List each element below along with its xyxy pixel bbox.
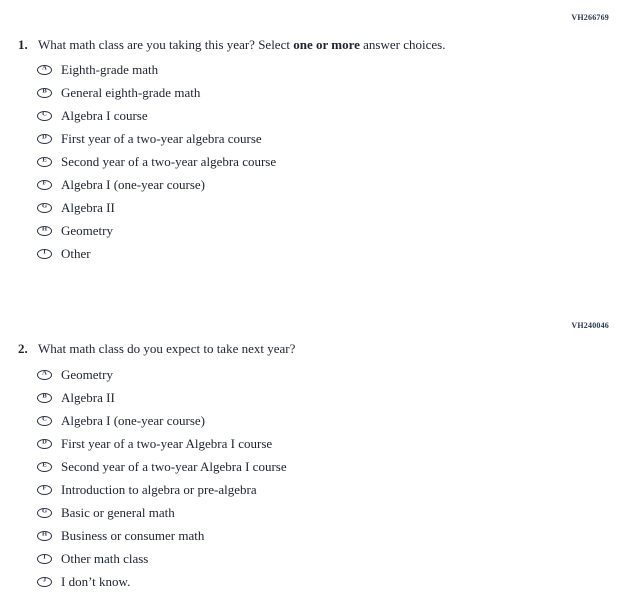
answer-option-label: Basic or general math xyxy=(61,505,175,520)
answer-bubble-icon[interactable] xyxy=(37,416,52,426)
answer-option[interactable] xyxy=(37,219,608,242)
bubble-letter: H xyxy=(41,530,48,538)
answer-option-label: Geometry xyxy=(61,367,113,382)
answer-option-label: Other math class xyxy=(61,551,149,566)
bubble-letter: G xyxy=(41,202,48,210)
answer-bubble-icon[interactable] xyxy=(37,439,52,449)
answer-option[interactable] xyxy=(37,409,608,432)
answer-option-label: Second year of a two-year Algebra I course xyxy=(61,459,287,474)
answer-option-label: First year of a two-year algebra course xyxy=(61,131,262,146)
answer-option[interactable] xyxy=(37,196,608,219)
answer-bubble-icon[interactable] xyxy=(37,370,52,380)
question-text-bold: one or more xyxy=(293,37,360,52)
bubble-letter: D xyxy=(42,133,47,141)
question-prompt xyxy=(18,341,608,357)
answer-option-label: Introduction to algebra or pre-algebra xyxy=(61,482,257,497)
bubble-letter: C xyxy=(42,110,47,118)
answer-option[interactable] xyxy=(37,432,608,455)
bubble-letter: C xyxy=(42,415,47,423)
answer-option-label: First year of a two-year Algebra I course xyxy=(61,436,273,451)
answer-option-label: Other xyxy=(61,246,91,261)
answer-bubble-icon[interactable] xyxy=(37,462,52,472)
answer-option-label: Algebra I (one-year course) xyxy=(61,177,206,192)
bubble-letter: J xyxy=(42,576,47,584)
question-text-post: answer choices. xyxy=(359,37,446,52)
answer-bubble-icon[interactable] xyxy=(37,577,52,587)
answer-bubble-icon[interactable] xyxy=(37,508,52,518)
answer-option[interactable] xyxy=(37,455,608,478)
answer-bubble-icon[interactable] xyxy=(37,203,52,213)
answer-bubble-icon[interactable] xyxy=(37,531,52,541)
answer-option[interactable] xyxy=(37,386,608,409)
answer-option[interactable] xyxy=(37,104,608,127)
answer-option[interactable] xyxy=(37,173,608,196)
bubble-letter: F xyxy=(42,484,47,492)
answer-option[interactable] xyxy=(37,363,608,386)
answer-bubble-icon[interactable] xyxy=(37,226,52,236)
question-text-pre: What math class do you expect to take next year? xyxy=(38,341,296,356)
bubble-letter: G xyxy=(41,507,48,515)
answer-option[interactable] xyxy=(37,478,608,501)
answer-option[interactable] xyxy=(37,524,608,547)
bubble-letter: B xyxy=(42,87,47,95)
answer-bubble-icon[interactable] xyxy=(37,249,52,259)
answer-bubble-icon[interactable] xyxy=(37,65,52,75)
answer-option-label: Algebra II xyxy=(61,390,115,405)
question-number: 1. xyxy=(18,37,28,52)
question-number: 2. xyxy=(18,341,28,356)
bubble-letter: I xyxy=(43,553,46,561)
answer-bubble-icon[interactable] xyxy=(37,393,52,403)
answer-option-label: Eighth-grade math xyxy=(61,62,159,77)
answer-option-label: General eighth-grade math xyxy=(61,85,201,100)
answer-option-label: Algebra I course xyxy=(61,108,148,123)
answer-option[interactable] xyxy=(37,127,608,150)
answer-bubble-icon[interactable] xyxy=(37,157,52,167)
answer-option-label: I don’t know. xyxy=(61,574,131,589)
bubble-letter: I xyxy=(43,248,46,256)
bubble-letter: F xyxy=(42,179,47,187)
question-prompt xyxy=(18,37,608,53)
bubble-letter: E xyxy=(42,461,47,469)
question-block-2 xyxy=(18,341,608,593)
answer-option-label: Geometry xyxy=(61,223,113,238)
answer-option[interactable] xyxy=(37,547,608,570)
question-accession-code: VH266769 xyxy=(571,13,609,22)
answer-option[interactable] xyxy=(37,570,608,593)
answer-option[interactable] xyxy=(37,58,608,81)
bubble-letter: B xyxy=(42,392,47,400)
question-text-pre: What math class are you taking this year? Select xyxy=(38,37,294,52)
answer-options-list xyxy=(37,58,608,265)
answer-bubble-icon[interactable] xyxy=(37,180,52,190)
answer-option[interactable] xyxy=(37,81,608,104)
answer-bubble-icon[interactable] xyxy=(37,485,52,495)
answer-option[interactable] xyxy=(37,501,608,524)
question-accession-code: VH240046 xyxy=(571,321,609,330)
bubble-letter: E xyxy=(42,156,47,164)
answer-option-label: Algebra II xyxy=(61,200,115,215)
question-text xyxy=(38,341,295,357)
answer-option[interactable] xyxy=(37,150,608,173)
bubble-letter: D xyxy=(42,438,47,446)
bubble-letter: A xyxy=(42,64,47,72)
answer-option-label: Algebra I (one-year course) xyxy=(61,413,206,428)
answer-bubble-icon[interactable] xyxy=(37,134,52,144)
answer-option-label: Second year of a two-year algebra course xyxy=(61,154,277,169)
question-block-1 xyxy=(18,37,608,265)
answer-bubble-icon[interactable] xyxy=(37,88,52,98)
question-text xyxy=(38,37,445,53)
bubble-letter: H xyxy=(41,225,48,233)
answer-option-label: Business or consumer math xyxy=(61,528,205,543)
answer-options-list xyxy=(37,363,608,593)
answer-option[interactable] xyxy=(37,242,608,265)
answer-bubble-icon[interactable] xyxy=(37,111,52,121)
bubble-letter: A xyxy=(42,369,47,377)
answer-bubble-icon[interactable] xyxy=(37,554,52,564)
